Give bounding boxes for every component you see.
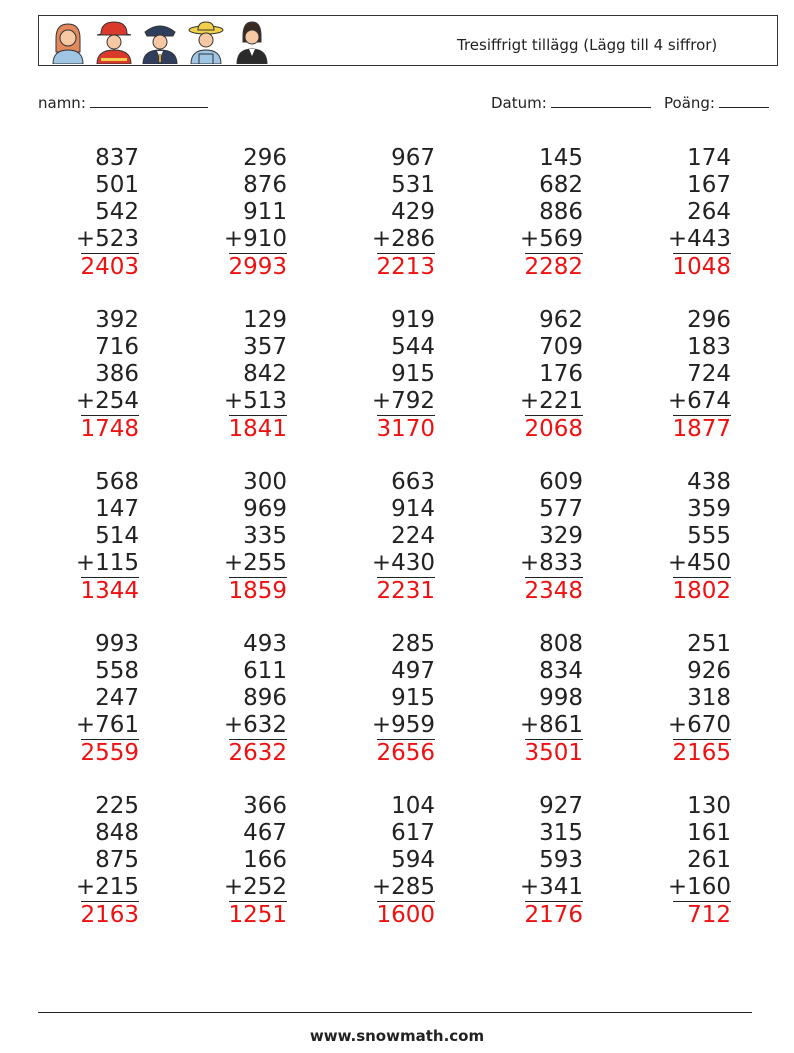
answer: 1600 (376, 902, 435, 928)
woman-avatar-icon (47, 18, 89, 64)
addend: 359 (687, 496, 731, 522)
addition-problem (611, 793, 731, 929)
addend: 682 (539, 172, 583, 198)
addend: 558 (95, 658, 139, 684)
addend: 886 (539, 199, 583, 225)
addend: 724 (687, 361, 731, 387)
last-addend: +255 (223, 550, 287, 576)
addition-problem (611, 307, 731, 443)
addition-problem (315, 145, 435, 281)
last-addend: +959 (371, 712, 435, 738)
addend: 568 (95, 469, 139, 495)
addend: 555 (687, 523, 731, 549)
firefighter-avatar-icon (93, 18, 135, 64)
addition-problem (167, 631, 287, 767)
answer: 1344 (80, 578, 139, 604)
addition-problem (19, 469, 139, 605)
answer: 2632 (228, 740, 287, 766)
answer: 2165 (672, 740, 731, 766)
last-addend: +523 (75, 226, 139, 252)
last-addend: +286 (371, 226, 435, 252)
addend: 161 (687, 820, 731, 846)
last-addend: +430 (371, 550, 435, 576)
addend: 429 (391, 199, 435, 225)
answer: 2163 (80, 902, 139, 928)
addend: 501 (95, 172, 139, 198)
addition-problem (463, 631, 583, 767)
addition-problem (315, 469, 435, 605)
last-addend: +910 (223, 226, 287, 252)
last-addend: +861 (519, 712, 583, 738)
addition-problem (167, 469, 287, 605)
addend: 834 (539, 658, 583, 684)
last-addend: +761 (75, 712, 139, 738)
last-addend: +341 (519, 874, 583, 900)
last-addend: +254 (75, 388, 139, 414)
addend: 296 (243, 145, 287, 171)
answer: 2176 (524, 902, 583, 928)
addition-problem (19, 631, 139, 767)
answer: 2213 (376, 254, 435, 280)
addend: 497 (391, 658, 435, 684)
addend: 914 (391, 496, 435, 522)
answer: 1841 (228, 416, 287, 442)
addend: 915 (391, 685, 435, 711)
addend: 911 (243, 199, 287, 225)
addition-problem (19, 145, 139, 281)
addend: 544 (391, 334, 435, 360)
last-addend: +221 (519, 388, 583, 414)
date-label: Datum: (491, 94, 547, 112)
addend: 366 (243, 793, 287, 819)
addition-problem (167, 793, 287, 929)
addend: 335 (243, 523, 287, 549)
addend: 542 (95, 199, 139, 225)
addition-problem (167, 307, 287, 443)
answer: 2403 (80, 254, 139, 280)
last-addend: +443 (667, 226, 731, 252)
addend: 315 (539, 820, 583, 846)
addend: 225 (95, 793, 139, 819)
last-addend: +450 (667, 550, 731, 576)
addend: 318 (687, 685, 731, 711)
addition-problem (19, 307, 139, 443)
addend: 129 (243, 307, 287, 333)
addend: 808 (539, 631, 583, 657)
last-addend: +632 (223, 712, 287, 738)
addend: 167 (687, 172, 731, 198)
addend: 130 (687, 793, 731, 819)
header-box (38, 15, 778, 66)
addend: 438 (687, 469, 731, 495)
addend: 300 (243, 469, 287, 495)
addition-problem (463, 793, 583, 929)
last-addend: +252 (223, 874, 287, 900)
addend: 261 (687, 847, 731, 873)
answer: 2282 (524, 254, 583, 280)
answer: 2068 (524, 416, 583, 442)
addend: 962 (539, 307, 583, 333)
answer: 3501 (524, 740, 583, 766)
addend: 145 (539, 145, 583, 171)
addend: 104 (391, 793, 435, 819)
addend: 919 (391, 307, 435, 333)
addend: 514 (95, 523, 139, 549)
addend: 896 (243, 685, 287, 711)
date-blank-line[interactable] (551, 93, 651, 108)
addend: 247 (95, 685, 139, 711)
addend: 709 (539, 334, 583, 360)
addend: 183 (687, 334, 731, 360)
addend: 176 (539, 361, 583, 387)
answer: 1877 (672, 416, 731, 442)
addend: 617 (391, 820, 435, 846)
answer: 2231 (376, 578, 435, 604)
score-label: Poäng: (664, 94, 715, 112)
addend: 224 (391, 523, 435, 549)
footer-divider (38, 1012, 752, 1013)
addend: 392 (95, 307, 139, 333)
addend: 357 (243, 334, 287, 360)
addend: 251 (687, 631, 731, 657)
last-addend: +670 (667, 712, 731, 738)
addend: 166 (243, 847, 287, 873)
addend: 969 (243, 496, 287, 522)
addend: 967 (391, 145, 435, 171)
addend: 264 (687, 199, 731, 225)
addend: 876 (243, 172, 287, 198)
addend: 493 (243, 631, 287, 657)
addend: 594 (391, 847, 435, 873)
addition-problem (315, 307, 435, 443)
addend: 837 (95, 145, 139, 171)
last-addend: +513 (223, 388, 287, 414)
answer: 1048 (672, 254, 731, 280)
worksheet-title: Tresiffrigt tillägg (Lägg till 4 siffror) (457, 36, 718, 54)
answer: 1251 (228, 902, 287, 928)
name-blank-line[interactable] (90, 93, 208, 108)
addend: 716 (95, 334, 139, 360)
addition-problem (611, 631, 731, 767)
last-addend: +569 (519, 226, 583, 252)
last-addend: +115 (75, 550, 139, 576)
addend: 993 (95, 631, 139, 657)
addend: 842 (243, 361, 287, 387)
answer: 1802 (672, 578, 731, 604)
farmer-avatar-icon (185, 18, 227, 64)
answer: 1748 (80, 416, 139, 442)
answer: 2348 (524, 578, 583, 604)
addend: 848 (95, 820, 139, 846)
addend: 577 (539, 496, 583, 522)
addition-problem (611, 145, 731, 281)
answer: 2993 (228, 254, 287, 280)
last-addend: +674 (667, 388, 731, 414)
last-addend: +833 (519, 550, 583, 576)
addend: 467 (243, 820, 287, 846)
addend: 927 (539, 793, 583, 819)
addition-problem (463, 307, 583, 443)
addend: 593 (539, 847, 583, 873)
addend: 998 (539, 685, 583, 711)
answer: 2656 (376, 740, 435, 766)
addend: 386 (95, 361, 139, 387)
answer: 712 (687, 902, 731, 928)
addend: 531 (391, 172, 435, 198)
last-addend: +215 (75, 874, 139, 900)
addend: 147 (95, 496, 139, 522)
addend: 285 (391, 631, 435, 657)
addend: 915 (391, 361, 435, 387)
avatar-strip (47, 18, 273, 64)
last-addend: +285 (371, 874, 435, 900)
name-field[interactable] (38, 93, 208, 112)
score-field[interactable] (664, 93, 769, 112)
addend: 875 (95, 847, 139, 873)
addend: 926 (687, 658, 731, 684)
last-addend: +160 (667, 874, 731, 900)
addition-problem (19, 793, 139, 929)
answer: 2559 (80, 740, 139, 766)
addend: 296 (687, 307, 731, 333)
date-field[interactable] (491, 93, 651, 112)
answer: 3170 (376, 416, 435, 442)
addition-problem (167, 145, 287, 281)
police-officer-avatar-icon (139, 18, 181, 64)
addition-problem (315, 793, 435, 929)
addend: 663 (391, 469, 435, 495)
addend: 611 (243, 658, 287, 684)
addend: 174 (687, 145, 731, 171)
businesswoman-avatar-icon (231, 18, 273, 64)
addition-problem (611, 469, 731, 605)
addition-problem (463, 145, 583, 281)
addition-problem (315, 631, 435, 767)
last-addend: +792 (371, 388, 435, 414)
addend: 609 (539, 469, 583, 495)
addition-problem (463, 469, 583, 605)
name-label: namn: (38, 94, 86, 112)
score-blank-line[interactable] (719, 93, 769, 108)
answer: 1859 (228, 578, 287, 604)
addend: 329 (539, 523, 583, 549)
footer-site: www.snowmath.com (309, 1027, 485, 1045)
